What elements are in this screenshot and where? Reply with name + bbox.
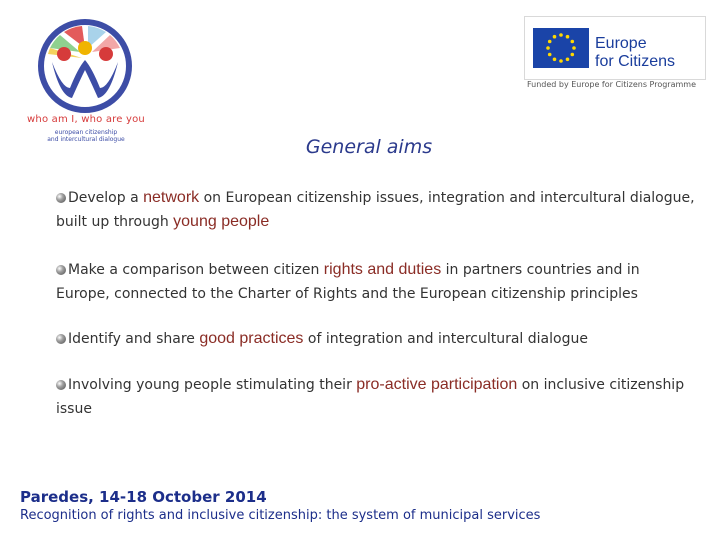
list-item [56,373,696,421]
footer-subtitle: Recognition of rights and inclusive citizenship: the system of municipal services [20,508,541,523]
eu-logo [524,16,706,80]
bullet-highlight: pro-active participation [356,376,518,393]
bullet-text: in partners countries and in Europe, connected to the Charter of Rights and the European citizenship principles [56,262,640,302]
page-title: General aims [305,136,433,158]
list-item [56,258,696,306]
bullet-highlight: network [143,189,200,206]
bullet-text: of integration and intercultural dialogue [303,331,588,347]
eu-title-line1: Europe [595,35,647,52]
bullet-text: Involving young people stimulating their [68,377,357,393]
bullet-text: Identify and share [68,331,200,347]
eu-title-line2: for Citizens [595,53,676,70]
list-item [56,327,696,351]
bullet-text: on inclusive citizenship issue [56,377,685,417]
bullet-text: on European citizenship issues, integration and intercultural dialogue, built up through [56,190,695,230]
bullet-icon [56,380,66,390]
bullet-highlight: young people [173,213,270,230]
bullet-highlight: rights and duties [323,261,442,278]
bullet-icon [56,193,66,203]
list-item [56,186,696,234]
logo-tagline: who am I, who are you [27,114,145,125]
bullet-icon [56,265,66,275]
wheel-logo-icon [30,18,140,118]
bullet-icon [56,334,66,344]
logo-subtitle-1: european citizenship [54,129,118,136]
bullet-text: Develop a [68,190,144,206]
funded-by-text: Funded by Europe for Citizens Programme [526,80,696,89]
project-logo [22,18,146,144]
logo-subtitle-2: and intercultural dialogue [47,136,125,143]
bullet-highlight: good practices [199,330,304,347]
footer-title: Paredes, 14-18 October 2014 [20,488,267,506]
eu-flag-icon [533,28,589,68]
bullet-text: Make a comparison between citizen [68,262,324,278]
